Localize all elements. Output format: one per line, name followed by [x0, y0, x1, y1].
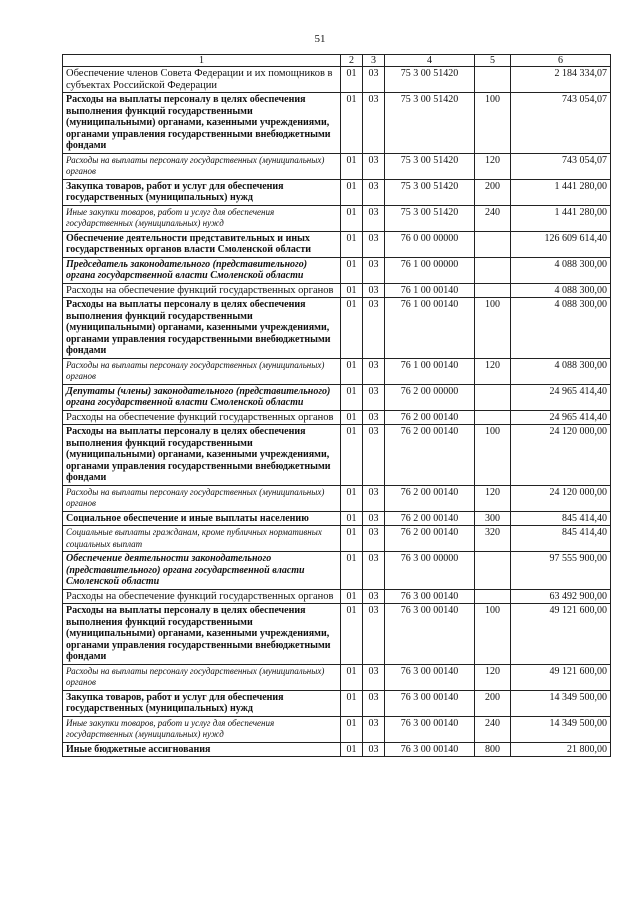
section-code-cell: 01: [341, 283, 363, 298]
table-row: [63, 742, 611, 757]
target-article-cell: 76 0 00 00000: [385, 231, 475, 257]
amount-cell: 1 441 280,00: [511, 205, 611, 231]
table-row: [63, 716, 611, 742]
subsection-code-cell: 03: [363, 384, 385, 410]
budget-table: [62, 54, 611, 757]
target-article-cell: 76 1 00 00140: [385, 298, 475, 359]
row-name-cell: Расходы на выплаты персоналу государственных (муниципальных) органов: [63, 664, 341, 690]
section-code-cell: 01: [341, 604, 363, 665]
section-code-cell: 01: [341, 664, 363, 690]
subsection-code-cell: 03: [363, 526, 385, 552]
row-name-cell: Иные закупки товаров, работ и услуг для обеспечения государственных (муниципальных) нужд: [63, 205, 341, 231]
row-name-cell: Расходы на выплаты персоналу государственных (муниципальных) органов: [63, 153, 341, 179]
section-code-cell: 01: [341, 742, 363, 757]
target-article-cell: 75 3 00 51420: [385, 179, 475, 205]
column-header: 6: [511, 55, 611, 67]
table-row: [63, 604, 611, 665]
table-row: [63, 257, 611, 283]
subsection-code-cell: 03: [363, 552, 385, 590]
amount-cell: 24 120 000,00: [511, 485, 611, 511]
column-header: 1: [63, 55, 341, 67]
row-name-cell: Расходы на обеспечение функций государственных органов: [63, 589, 341, 604]
section-code-cell: 01: [341, 93, 363, 154]
subsection-code-cell: 03: [363, 153, 385, 179]
subsection-code-cell: 03: [363, 511, 385, 526]
amount-cell: 126 609 614,40: [511, 231, 611, 257]
subsection-code-cell: 03: [363, 67, 385, 93]
section-code-cell: 01: [341, 552, 363, 590]
expense-type-cell: 800: [475, 742, 511, 757]
amount-cell: 4 088 300,00: [511, 283, 611, 298]
table-row: [63, 93, 611, 154]
subsection-code-cell: 03: [363, 664, 385, 690]
expense-type-cell: [475, 67, 511, 93]
target-article-cell: 76 2 00 00140: [385, 410, 475, 425]
section-code-cell: 01: [341, 153, 363, 179]
amount-cell: 49 121 600,00: [511, 604, 611, 665]
amount-cell: 14 349 500,00: [511, 690, 611, 716]
expense-type-cell: 200: [475, 690, 511, 716]
target-article-cell: 76 3 00 00000: [385, 552, 475, 590]
amount-cell: 49 121 600,00: [511, 664, 611, 690]
subsection-code-cell: 03: [363, 589, 385, 604]
subsection-code-cell: 03: [363, 410, 385, 425]
row-name-cell: Закупка товаров, работ и услуг для обеспечения государственных (муниципальных) нужд: [63, 179, 341, 205]
subsection-code-cell: 03: [363, 358, 385, 384]
row-name-cell: Иные бюджетные ассигнования: [63, 742, 341, 757]
subsection-code-cell: 03: [363, 257, 385, 283]
table-row: [63, 526, 611, 552]
table-row: [63, 283, 611, 298]
table-row: [63, 179, 611, 205]
subsection-code-cell: 03: [363, 298, 385, 359]
table-row: [63, 67, 611, 93]
expense-type-cell: 120: [475, 358, 511, 384]
subsection-code-cell: 03: [363, 716, 385, 742]
target-article-cell: 75 3 00 51420: [385, 67, 475, 93]
row-name-cell: Социальные выплаты гражданам, кроме публичных нормативных социальных выплат: [63, 526, 341, 552]
section-code-cell: 01: [341, 298, 363, 359]
target-article-cell: 76 3 00 00140: [385, 742, 475, 757]
target-article-cell: 75 3 00 51420: [385, 93, 475, 154]
amount-cell: 24 965 414,40: [511, 384, 611, 410]
expense-type-cell: 100: [475, 604, 511, 665]
section-code-cell: 01: [341, 67, 363, 93]
table-row: [63, 231, 611, 257]
amount-cell: 14 349 500,00: [511, 716, 611, 742]
target-article-cell: 76 2 00 00140: [385, 526, 475, 552]
expense-type-cell: [475, 257, 511, 283]
section-code-cell: 01: [341, 589, 363, 604]
subsection-code-cell: 03: [363, 179, 385, 205]
subsection-code-cell: 03: [363, 425, 385, 486]
row-name-cell: Расходы на выплаты персоналу в целях обеспечения выполнения функций государственными (муниципальными) органами, казенными учреждениями, органами управления государственными внебюджетными фондами: [63, 298, 341, 359]
column-header: 2: [341, 55, 363, 67]
subsection-code-cell: 03: [363, 205, 385, 231]
table-row: [63, 358, 611, 384]
section-code-cell: 01: [341, 257, 363, 283]
expense-type-cell: 100: [475, 425, 511, 486]
amount-cell: 4 088 300,00: [511, 298, 611, 359]
subsection-code-cell: 03: [363, 231, 385, 257]
target-article-cell: 76 2 00 00140: [385, 511, 475, 526]
row-name-cell: Социальное обеспечение и иные выплаты населению: [63, 511, 341, 526]
expense-type-cell: [475, 231, 511, 257]
subsection-code-cell: 03: [363, 742, 385, 757]
expense-type-cell: 300: [475, 511, 511, 526]
subsection-code-cell: 03: [363, 604, 385, 665]
row-name-cell: Председатель законодательного (представительного) органа государственной власти Смоленской области: [63, 257, 341, 283]
section-code-cell: 01: [341, 358, 363, 384]
row-name-cell: Расходы на выплаты персоналу в целях обеспечения выполнения функций государственными (муниципальными) органами, казенными учреждениями, органами управления государственными внебюджетными фондами: [63, 425, 341, 486]
amount-cell: 845 414,40: [511, 526, 611, 552]
target-article-cell: 76 2 00 00000: [385, 384, 475, 410]
table-row: [63, 690, 611, 716]
expense-type-cell: [475, 283, 511, 298]
section-code-cell: 01: [341, 231, 363, 257]
row-name-cell: Обеспечение деятельности представительных и иных государственных органов власти Смоленской области: [63, 231, 341, 257]
section-code-cell: 01: [341, 425, 363, 486]
section-code-cell: 01: [341, 384, 363, 410]
amount-cell: 4 088 300,00: [511, 257, 611, 283]
table-row: [63, 153, 611, 179]
expense-type-cell: 120: [475, 664, 511, 690]
expense-type-cell: 240: [475, 205, 511, 231]
table-row: [63, 552, 611, 590]
target-article-cell: 76 2 00 00140: [385, 425, 475, 486]
target-article-cell: 76 3 00 00140: [385, 716, 475, 742]
table-header-row: [63, 55, 611, 67]
row-name-cell: Расходы на выплаты персоналу государственных (муниципальных) органов: [63, 358, 341, 384]
amount-cell: 63 492 900,00: [511, 589, 611, 604]
target-article-cell: 76 2 00 00140: [385, 485, 475, 511]
expense-type-cell: 240: [475, 716, 511, 742]
row-name-cell: Расходы на обеспечение функций государственных органов: [63, 283, 341, 298]
table-row: [63, 298, 611, 359]
table-row: [63, 384, 611, 410]
section-code-cell: 01: [341, 205, 363, 231]
subsection-code-cell: 03: [363, 690, 385, 716]
expense-type-cell: 100: [475, 93, 511, 154]
expense-type-cell: 120: [475, 153, 511, 179]
row-name-cell: Обеспечение членов Совета Федерации и их помощников в субъектах Российской Федерации: [63, 67, 341, 93]
row-name-cell: Депутаты (члены) законодательного (представительного) органа государственной власти Смоленской области: [63, 384, 341, 410]
section-code-cell: 01: [341, 690, 363, 716]
row-name-cell: Расходы на выплаты персоналу в целях обеспечения выполнения функций государственными (муниципальными) органами, казенными учреждениями, органами управления государственными внебюджетными фондами: [63, 604, 341, 665]
expense-type-cell: [475, 552, 511, 590]
table-row: [63, 664, 611, 690]
expense-type-cell: 100: [475, 298, 511, 359]
section-code-cell: 01: [341, 485, 363, 511]
subsection-code-cell: 03: [363, 485, 385, 511]
target-article-cell: 75 3 00 51420: [385, 153, 475, 179]
row-name-cell: Расходы на выплаты персоналу государственных (муниципальных) органов: [63, 485, 341, 511]
section-code-cell: 01: [341, 511, 363, 526]
section-code-cell: 01: [341, 526, 363, 552]
table-row: [63, 410, 611, 425]
row-name-cell: Расходы на обеспечение функций государственных органов: [63, 410, 341, 425]
amount-cell: 1 441 280,00: [511, 179, 611, 205]
target-article-cell: 76 3 00 00140: [385, 604, 475, 665]
section-code-cell: 01: [341, 716, 363, 742]
target-article-cell: 76 3 00 00140: [385, 589, 475, 604]
table-row: [63, 485, 611, 511]
amount-cell: 97 555 900,00: [511, 552, 611, 590]
column-header: 3: [363, 55, 385, 67]
target-article-cell: 75 3 00 51420: [385, 205, 475, 231]
section-code-cell: 01: [341, 179, 363, 205]
column-header: 5: [475, 55, 511, 67]
target-article-cell: 76 3 00 00140: [385, 664, 475, 690]
section-code-cell: 01: [341, 410, 363, 425]
target-article-cell: 76 3 00 00140: [385, 690, 475, 716]
amount-cell: 4 088 300,00: [511, 358, 611, 384]
expense-type-cell: [475, 384, 511, 410]
row-name-cell: Иные закупки товаров, работ и услуг для обеспечения государственных (муниципальных) нужд: [63, 716, 341, 742]
amount-cell: 24 120 000,00: [511, 425, 611, 486]
amount-cell: 21 800,00: [511, 742, 611, 757]
table-row: [63, 589, 611, 604]
target-article-cell: 76 1 00 00140: [385, 283, 475, 298]
amount-cell: 743 054,07: [511, 93, 611, 154]
expense-type-cell: 200: [475, 179, 511, 205]
amount-cell: 24 965 414,40: [511, 410, 611, 425]
expense-type-cell: [475, 589, 511, 604]
target-article-cell: 76 1 00 00000: [385, 257, 475, 283]
table-row: [63, 511, 611, 526]
target-article-cell: 76 1 00 00140: [385, 358, 475, 384]
subsection-code-cell: 03: [363, 93, 385, 154]
column-header: 4: [385, 55, 475, 67]
expense-type-cell: [475, 410, 511, 425]
table-row: [63, 205, 611, 231]
amount-cell: 845 414,40: [511, 511, 611, 526]
expense-type-cell: 120: [475, 485, 511, 511]
amount-cell: 2 184 334,07: [511, 67, 611, 93]
amount-cell: 743 054,07: [511, 153, 611, 179]
subsection-code-cell: 03: [363, 283, 385, 298]
row-name-cell: Закупка товаров, работ и услуг для обеспечения государственных (муниципальных) нужд: [63, 690, 341, 716]
row-name-cell: Расходы на выплаты персоналу в целях обеспечения выполнения функций государственными (муниципальными) органами, казенными учреждениями, органами управления государственными внебюджетными фондами: [63, 93, 341, 154]
table-row: [63, 425, 611, 486]
page-number: 51: [314, 33, 326, 45]
expense-type-cell: 320: [475, 526, 511, 552]
row-name-cell: Обеспечение деятельности законодательного (представительного) органа государственной власти Смоленской области: [63, 552, 341, 590]
